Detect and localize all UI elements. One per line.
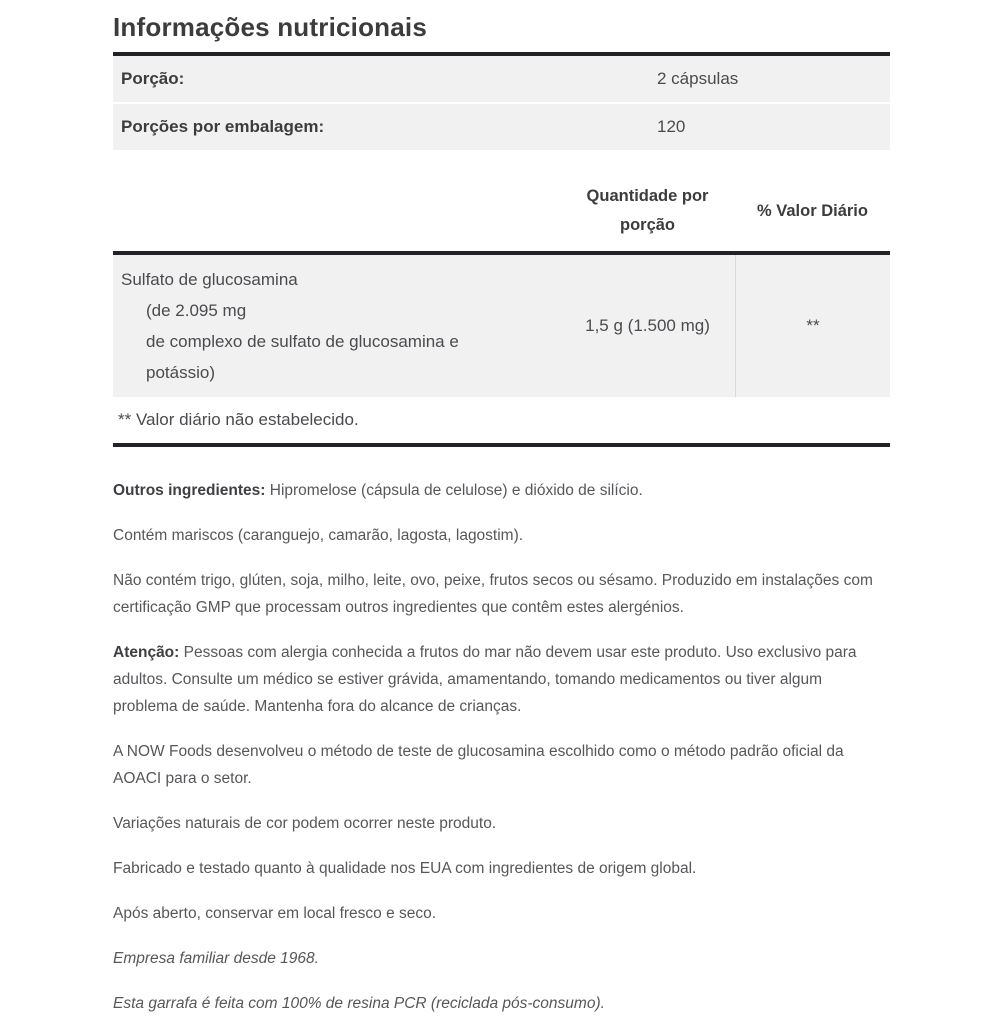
info-paragraph xyxy=(113,477,890,504)
table-footnote: ** Valor diário não estabelecido. xyxy=(113,397,890,443)
paragraph-text: Contém mariscos (caranguejo, camarão, lagosta, lagostim). xyxy=(113,527,524,544)
paragraph-text: Fabricado e testado quanto à qualidade nos EUA com ingredientes de origem global. xyxy=(113,860,697,877)
nutrition-title: Informações nutricionais xyxy=(113,12,427,42)
serving-row-label: Porções por embalagem: xyxy=(121,117,325,136)
info-paragraph xyxy=(113,945,890,972)
ingredient-name-line: de complexo de sulfato de glucosamina e xyxy=(146,332,459,351)
paragraph-text: Variações naturais de cor podem ocorrer neste produto. xyxy=(113,815,497,832)
info-paragraph xyxy=(113,522,890,549)
ingredient-name-line: (de 2.095 mg xyxy=(146,301,247,320)
bottom-rule xyxy=(113,443,890,447)
paragraph-text: Empresa familiar desde 1968. xyxy=(113,950,319,967)
ingredient-amount: 1,5 g (1.500 mg) xyxy=(585,316,710,335)
ingredient-name xyxy=(113,255,560,397)
serving-info xyxy=(113,56,890,150)
serving-row xyxy=(113,104,890,150)
info-paragraphs xyxy=(113,477,890,1017)
info-paragraph xyxy=(113,900,890,927)
paragraph-text: Não contém trigo, glúten, soja, milho, leite, ovo, peixe, frutos secos ou sésamo. Produzido em instalações com certificação GMP que processam outros ingredientes que contêm estes alergénios. xyxy=(113,572,873,616)
info-paragraph xyxy=(113,738,890,792)
paragraph-text: Esta garrafa é feita com 100% de resina PCR (reciclada pós-consumo). xyxy=(113,995,605,1012)
column-header-daily-value: % Valor Diário xyxy=(757,201,868,220)
paragraph-text: A NOW Foods desenvolveu o método de teste de glucosamina escolhido como o método padrão oficial da AOACI para o setor. xyxy=(113,743,844,787)
column-header-amount: Quantidade por porção xyxy=(586,187,709,234)
ingredient-name-line: potássio) xyxy=(146,363,215,382)
ingredient-daily-value: ** xyxy=(735,255,890,397)
nutrition-facts-panel xyxy=(113,0,890,1017)
ingredient-row xyxy=(113,255,890,397)
paragraph-lead: Outros ingredientes: xyxy=(113,482,266,499)
paragraph-text: Hipromelose (cápsula de celulose) e dióxido de silício. xyxy=(265,482,643,499)
ingredient-name-line: Sulfato de glucosamina xyxy=(121,270,298,289)
serving-row-value: 120 xyxy=(657,117,686,136)
info-paragraph xyxy=(113,855,890,882)
serving-row xyxy=(113,56,890,102)
serving-row-value: 2 cápsulas xyxy=(657,69,739,88)
info-paragraph xyxy=(113,990,890,1017)
paragraph-text: Após aberto, conservar em local fresco e seco. xyxy=(113,905,437,922)
info-paragraph xyxy=(113,639,890,720)
info-paragraph xyxy=(113,567,890,621)
info-paragraph xyxy=(113,810,890,837)
table-column-headers xyxy=(113,182,890,251)
paragraph-text: Pessoas com alergia conhecida a frutos do mar não devem usar este produto. Uso exclusivo para adultos. Consulte um médico se estiver grávida, amamentando, tomando medicamentos ou tiver algum problema de saúde. Mantenha fora do alcance de crianças. xyxy=(113,644,857,715)
serving-row-label: Porção: xyxy=(121,69,185,88)
paragraph-lead: Atenção: xyxy=(113,644,180,661)
